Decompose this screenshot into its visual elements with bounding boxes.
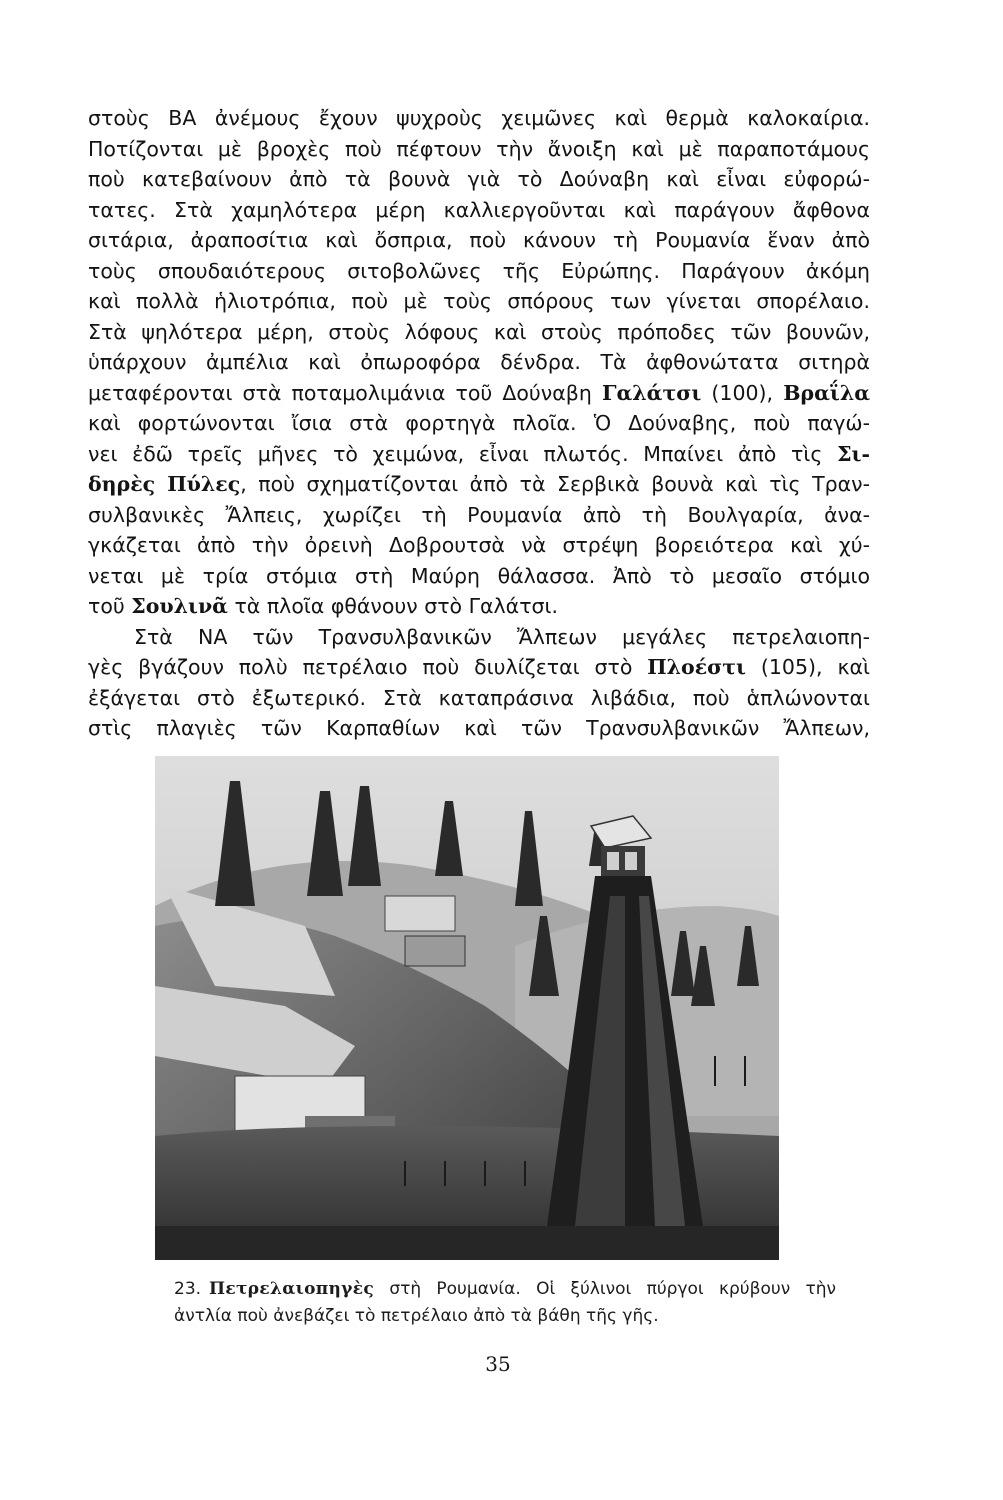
- text-line: νει ἐδῶ τρεῖς μῆνες τὸ χειμώνα, εἶναι πλωτός. Μπαίνει ἀπὸ τὶς Σι-: [88, 441, 870, 466]
- text-line: Στὰ ψηλότερα μέρη, στοὺς λόφους καὶ στοὺς πρόποδες τῶν βουνῶν,: [88, 319, 870, 344]
- figure-caption: [174, 1276, 836, 1330]
- place-name-iron-gates-part2: δηρὲς Πύλες: [88, 472, 241, 496]
- text-line: Στὰ ΝΑ τῶν Τρανσυλβανικῶν Ἄλπεων μεγάλες πετρελαιοπη-: [134, 624, 870, 649]
- page-number: 35: [485, 1352, 511, 1376]
- place-name-braila: Βραΐλα: [783, 380, 870, 405]
- text-line: μεταφέρονται στὰ ποταμολιμάνια τοῦ Δούναβη Γαλάτσι (100), Βραΐλα: [88, 380, 870, 405]
- text-line: δηρὲς Πύλες, ποὺ σχηματίζονται ἀπὸ τὰ Σερβικὰ βουνὰ καὶ τὶς Τραν-: [88, 472, 870, 496]
- place-name-ploesti: Πλοέστι: [647, 655, 746, 679]
- text-line: γὲς βγάζουν πολὺ πετρέλαιο ποὺ διυλίζεται στὸ Πλοέστι (105), καὶ: [88, 655, 870, 679]
- caption-line: 23. Πετρελαιοπηγὲς στὴ Ρουμανία. Οἱ ξύλινοι πύργοι κρύβουν τὴν: [174, 1279, 836, 1299]
- figure-number: 23.: [174, 1279, 202, 1299]
- place-name-iron-gates-part1: Σι-: [837, 441, 870, 466]
- text-line: τοῦ Σουλινᾶ τὰ πλοῖα φθάνουν στὸ Γαλάτσι.: [88, 594, 558, 618]
- text-line: σιτάρια, ἀραποσίτια καὶ ὄσπρια, ποὺ κάνουν τὴ Ρουμανία ἕναν ἀπὸ: [88, 228, 870, 252]
- text-line: ὑπάρχουν ἀμπέλια καὶ ὀπωροφόρα δένδρα. Τὰ ἀφθονώτατα σιτηρὰ: [88, 350, 870, 374]
- text-line: ποὺ κατεβαίνουν ἀπὸ τὰ βουνὰ γιὰ τὸ Δούναβη καὶ εἶναι εὐφορώ-: [88, 167, 870, 191]
- text-line: Ποτίζονται μὲ βροχὲς ποὺ πέφτουν τὴν ἄνοιξη καὶ μὲ παραποτάμους: [88, 136, 870, 161]
- body-text: [88, 103, 870, 744]
- text-line: στὶς πλαγιὲς τῶν Καρπαθίων καὶ τῶν Τρανσυλβανικῶν Ἄλπεων,: [88, 716, 870, 740]
- text-line: τοὺς σπουδαιότερους σιτοβολῶνες τῆς Εὐρώπης. Παράγουν ἀκόμη: [88, 258, 870, 283]
- oil-derricks-photo: [155, 756, 779, 1260]
- place-name-galatsi: Γαλάτσι: [601, 380, 702, 405]
- text-line: συλβανικὲς Ἄλπεις, χωρίζει τὴ Ρουμανία ἀπὸ τὴ Βουλγαρία, ἀνα-: [88, 502, 870, 527]
- text-line: τατες. Στὰ χαμηλότερα μέρη καλλιεργοῦνται καὶ παράγουν ἄφθονα: [88, 197, 870, 222]
- text-line: ἐξάγεται στὸ ἐξωτερικό. Στὰ καταπράσινα λιβάδια, ποὺ ἁπλώνονται: [88, 685, 870, 710]
- text-line: νεται μὲ τρία στόμια στὴ Μαύρη θάλασσα. Ἀπὸ τὸ μεσαῖο στόμιο: [88, 563, 870, 588]
- text-line: καὶ πολλὰ ἡλιοτρόπια, ποὺ μὲ τοὺς σπόρους των γίνεται σπορέλαιο.: [88, 289, 870, 313]
- figure-title: Πετρελαιοπηγὲς: [209, 1279, 374, 1299]
- text-line: στοὺς ΒΑ ἀνέμους ἔχουν ψυχροὺς χειμῶνες καὶ θερμὰ καλοκαίρια.: [88, 106, 870, 130]
- text-line: καὶ φορτώνονται ἴσια στὰ φορτηγὰ πλοῖα. Ὁ Δούναβης, ποὺ παγώ-: [88, 411, 870, 435]
- text-line: γκάζεται ἀπὸ τὴν ὀρεινὴ Δοβρουτσὰ νὰ στρέψη βορειότερα καὶ χύ-: [88, 533, 870, 557]
- caption-line: ἀντλία ποὺ ἀνεβάζει τὸ πετρέλαιο ἀπὸ τὰ βάθη τῆς γῆς.: [174, 1306, 659, 1326]
- place-name-sulina: Σουλινᾶ: [131, 594, 228, 618]
